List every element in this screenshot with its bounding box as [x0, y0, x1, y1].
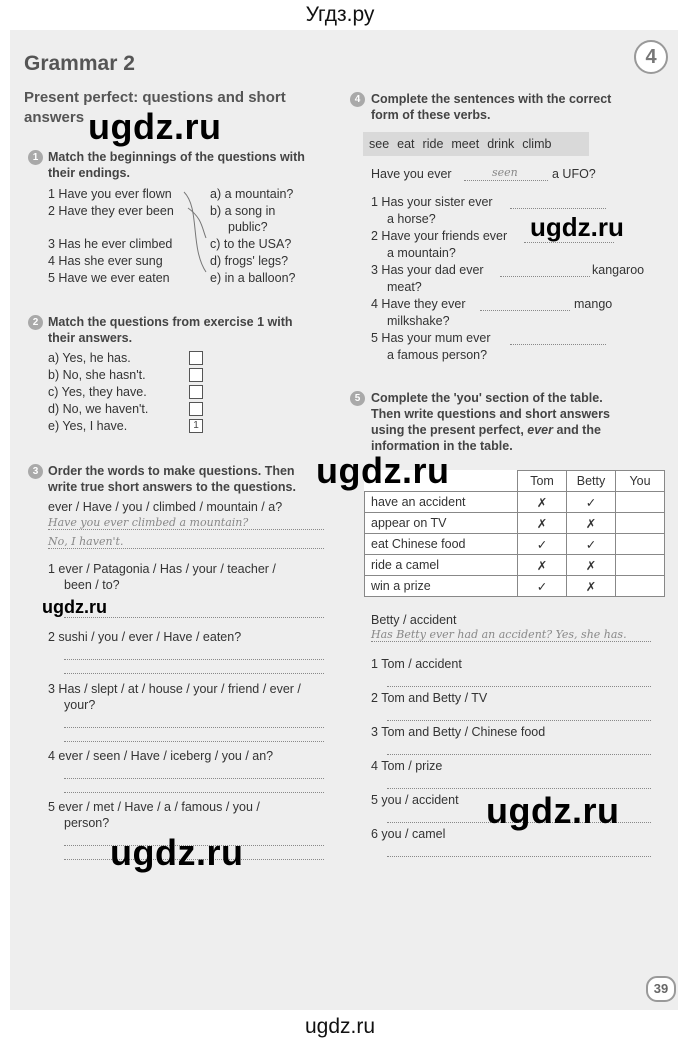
exercise-1-instruction-line2: their endings.: [48, 166, 130, 180]
ex3-q4: 4 ever / seen / Have / iceberg / you / an?: [48, 749, 274, 763]
ex4-s4-line2: milkshake?: [387, 314, 450, 328]
ex5-betty-cell: ✗: [567, 513, 616, 534]
exercise-4-number: 4: [350, 92, 365, 107]
watermark-4: ugdz.ru: [42, 597, 107, 617]
ex1-left-3: 3 Has he ever climbed: [48, 237, 173, 251]
ex5-answer-line-1[interactable]: [387, 686, 651, 687]
ex5-betty-cell: ✗: [567, 555, 616, 576]
ex5-you-cell[interactable]: [616, 534, 665, 555]
ex2-answer-box-e[interactable]: 1: [189, 419, 203, 433]
ex5-example-line: [371, 641, 651, 642]
verb-see: see: [369, 137, 390, 151]
ex3-q3-answer-line-2[interactable]: [64, 741, 324, 742]
ex2-item-c: c) Yes, they have.: [48, 385, 147, 399]
ex5-prompt-6: 6 you / camel: [371, 827, 446, 841]
ex3-q2: 2 sushi / you / ever / Have / eaten?: [48, 630, 242, 644]
ex4-s5-line2: a famous person?: [387, 348, 488, 362]
ex3-example-answer: No, I haven't.: [48, 535, 124, 548]
ex5-tom-cell: ✗: [518, 492, 567, 513]
ex4-example-end: a UFO?: [552, 167, 596, 181]
ex5-you-cell[interactable]: [616, 576, 665, 597]
ex1-right-e: e) in a balloon?: [210, 271, 296, 285]
exercise-2-number: 2: [28, 315, 43, 330]
ex1-left-1: 1 Have you ever flown: [48, 187, 172, 201]
ex4-s1-line2: a horse?: [387, 212, 436, 226]
ex1-right-c: c) to the USA?: [210, 237, 292, 251]
exercise-5-instruction-line3: [371, 422, 601, 438]
unit-badge: 4: [634, 40, 668, 74]
ex3-q5-line2: person?: [64, 816, 110, 830]
ex5-header-tom: Tom: [518, 471, 567, 492]
exercise-5-instruction-line1: Complete the 'you' section of the table.: [371, 391, 603, 405]
table-row: [365, 492, 665, 513]
ex3-example-line-1: [48, 529, 324, 530]
ex1-left-5: 5 Have we ever eaten: [48, 271, 170, 285]
ex5-betty-cell: ✓: [567, 492, 616, 513]
exercise-5-instruction-line2: Then write questions and short answers: [371, 407, 610, 421]
ex4-s4-blank[interactable]: [480, 310, 570, 311]
ex5-row-label: ride a camel: [365, 555, 518, 576]
watermark-5: ugdz.ru: [486, 790, 620, 831]
watermark-3: ugdz.ru: [316, 450, 450, 491]
ex5-tom-cell: ✗: [518, 513, 567, 534]
exercise-4-instruction-line2: form of these verbs.: [371, 108, 491, 122]
ex5-tom-cell: ✓: [518, 534, 567, 555]
watermark-6: ugdz.ru: [110, 832, 244, 873]
ex4-s3-line1: 3 Has your dad ever: [371, 263, 484, 277]
ex1-right-d: d) frogs' legs?: [210, 254, 289, 268]
section-subtitle-line1: Present perfect: questions and short: [24, 89, 286, 106]
exercise-3-instruction-line1: Order the words to make questions. Then: [48, 464, 295, 478]
ex3-q1-line1: 1 ever / Patagonia / Has / your / teacher /: [48, 562, 276, 576]
exercise-4-instruction-line1: Complete the sentences with the correct: [371, 92, 612, 106]
verb-meet: meet: [451, 137, 480, 151]
ex2-item-b: b) No, she hasn't.: [48, 368, 146, 382]
verb-word-box: [363, 132, 589, 156]
ex5-answer-line-4[interactable]: [387, 788, 651, 789]
ex4-example-line: [464, 180, 548, 181]
ex5-instr-part-ever: ever: [527, 423, 554, 437]
verb-climb: climb: [522, 137, 552, 151]
exercise-1-instruction-line1: Match the beginnings of the questions with: [48, 150, 305, 164]
table-row: [365, 555, 665, 576]
ex3-q2-answer-line-2[interactable]: [64, 673, 324, 674]
ex3-example-line-2: [48, 548, 324, 549]
verb-drink: drink: [487, 137, 515, 151]
site-header[interactable]: Угдз.ру: [305, 3, 375, 26]
ex1-right-b: b) a song in: [210, 204, 276, 218]
ex5-prompt-3: 3 Tom and Betty / Chinese food: [371, 725, 546, 739]
ex4-s1-blank[interactable]: [510, 208, 606, 209]
ex1-right-b-cont: public?: [228, 220, 268, 234]
ex3-q4-answer-line-1[interactable]: [64, 778, 324, 779]
ex4-s3-line2: meat?: [387, 280, 422, 294]
exercise-3-number: 3: [28, 464, 43, 479]
ex2-answer-box-b[interactable]: [189, 368, 203, 382]
ex5-you-cell[interactable]: [616, 555, 665, 576]
ex2-item-e: e) Yes, I have.: [48, 419, 128, 433]
ex3-q4-answer-line-2[interactable]: [64, 792, 324, 793]
exercise-3-instruction-line2: write true short answers to the questions.: [48, 480, 296, 494]
ex4-s2-line2: a mountain?: [387, 246, 456, 260]
ex4-s3-line1-end: kangaroo: [592, 263, 645, 277]
ex3-q2-answer-line-1[interactable]: [64, 659, 324, 660]
exercise-5-instruction-line4: information in the table.: [371, 439, 513, 453]
section-subtitle-line2: answers: [24, 109, 85, 126]
ex5-you-cell[interactable]: [616, 513, 665, 534]
ex5-header-you: You: [616, 471, 665, 492]
verb-ride: ride: [422, 137, 444, 151]
ex4-s4-line1-end: mango: [574, 297, 613, 311]
ex4-s1-line1: 1 Has your sister ever: [371, 195, 493, 209]
ex5-prompt-1: 1 Tom / accident: [371, 657, 462, 671]
ex5-prompt-2: 2 Tom and Betty / TV: [371, 691, 488, 705]
page-title: Grammar 2: [24, 52, 135, 75]
ex1-left-4: 4 Has she ever sung: [48, 254, 163, 268]
ex4-s3-blank[interactable]: [500, 276, 590, 277]
ex5-example-answer: Has Betty ever had an accident? Yes, she has.: [371, 628, 627, 641]
exercise-1-number: 1: [28, 150, 43, 165]
ex4-example-word: seen: [492, 166, 518, 179]
ex5-tom-cell: ✓: [518, 576, 567, 597]
ex2-answer-box-a[interactable]: [189, 351, 203, 365]
ex3-q3-line2: your?: [64, 698, 96, 712]
ex5-tom-cell: ✗: [518, 555, 567, 576]
ex4-s5-blank[interactable]: [510, 344, 606, 345]
exercise-2-instruction-line1: Match the questions from exercise 1 with: [48, 315, 293, 329]
ex5-example-prompt: Betty / accident: [371, 613, 457, 627]
site-footer[interactable]: ugdz.ru: [304, 1015, 376, 1038]
ex1-right-a: a) a mountain?: [210, 187, 294, 201]
ex4-example-start: Have you ever: [371, 167, 452, 181]
exercise-2-instruction-line2: their answers.: [48, 331, 133, 345]
exercise-5-number: 5: [350, 391, 365, 406]
ex5-instr-part-a: using the present perfect,: [371, 423, 528, 437]
ex3-q1-line2: been / to?: [64, 578, 120, 592]
ex5-answer-line-2[interactable]: [387, 720, 651, 721]
ex2-answer-box-d[interactable]: [189, 402, 203, 416]
ex5-answer-line-6[interactable]: [387, 856, 651, 857]
ex5-betty-cell: ✗: [567, 576, 616, 597]
ex5-row-label: win a prize: [365, 576, 518, 597]
table-row: [365, 534, 665, 555]
ex5-prompt-4: 4 Tom / prize: [371, 759, 443, 773]
ex5-header-betty: Betty: [567, 471, 616, 492]
watermark-2: ugdz.ru: [530, 212, 624, 242]
ex4-s4-line1: 4 Have they ever: [371, 297, 466, 311]
ex3-example-question: Have you ever climbed a mountain?: [48, 516, 249, 529]
table-row: [365, 576, 665, 597]
ex5-instr-part-c: and the: [553, 423, 601, 437]
ex5-prompt-5: 5 you / accident: [371, 793, 459, 807]
ex5-row-label: appear on TV: [365, 513, 518, 534]
ex5-row-label: eat Chinese food: [365, 534, 518, 555]
ex1-matching-lines: [180, 188, 210, 280]
table-row: [365, 513, 665, 534]
ex2-item-a: a) Yes, he has.: [48, 351, 131, 365]
ex3-example-words: ever / Have / you / climbed / mountain / a?: [48, 500, 283, 514]
verb-eat: eat: [397, 137, 415, 151]
ex3-q5-line1: 5 ever / met / Have / a / famous / you /: [48, 800, 260, 814]
ex1-left-2: 2 Have they ever been: [48, 204, 174, 218]
ex3-q3-answer-line-1[interactable]: [64, 727, 324, 728]
watermark-1: ugdz.ru: [88, 106, 222, 147]
ex5-answer-line-3[interactable]: [387, 754, 651, 755]
page-number: 39: [646, 976, 676, 1002]
ex4-s2-line1: 2 Have your friends ever: [371, 229, 508, 243]
ex5-betty-cell: ✓: [567, 534, 616, 555]
ex3-q3-line1: 3 Has / slept / at / house / your / friend / ever /: [48, 682, 301, 696]
ex5-row-label: have an accident: [365, 492, 518, 513]
ex4-s5-line1: 5 Has your mum ever: [371, 331, 491, 345]
ex2-answer-box-c[interactable]: [189, 385, 203, 399]
ex2-item-d: d) No, we haven't.: [48, 402, 149, 416]
ex5-you-cell[interactable]: [616, 492, 665, 513]
